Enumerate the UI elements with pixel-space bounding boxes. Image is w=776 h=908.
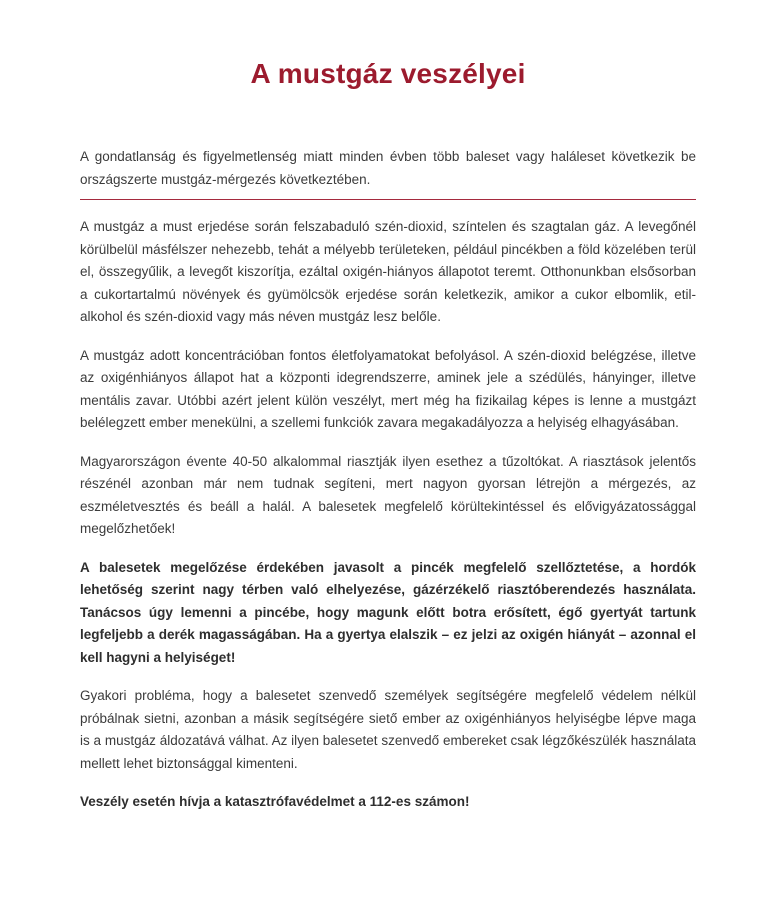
- emergency-call-line: Veszély esetén hívja a katasztrófavédelmet a 112-es számon!: [80, 794, 470, 809]
- body-paragraph-5: Gyakori probléma, hogy a balesetet szenvedő személyek segítségére megfelelő védelem nélkül próbálnak sietni, azonban a másik segítségére siető ember az oxigénhiányos helyiségbe lépve maga is a mustgáz áldozatává válhat. Az ilyen balesetet szenvedő embereket csak légzőkészülék használata mellett lehet biztonsággal kimenteni.: [80, 688, 696, 771]
- body-paragraph-4-prevention-advice: A balesetek megelőzése érdekében javasolt a pincék megfelelő szellőztetése, a hordók lehetőség szerint nagy térben való elhelyezése, gázérzékelő riasztóberendezés használata. Tanácsos úgy lemenni a pincébe, hogy magunk előtt botra erősített, égő gyertyát tartunk legfeljebb a derék magasságában. Ha a gyertya elalszik – ez jelzi az oxigén hiányát – azonnal el kell hagyni a helyiséget!: [80, 559, 696, 665]
- divider-rule: [80, 199, 696, 200]
- lead-paragraph: A gondatlanság és figyelmetlenség miatt minden évben több baleset vagy haláleset következik be országszerte mustgáz-mérgezés következtében.: [80, 149, 696, 187]
- body-paragraph-3: Magyarországon évente 40-50 alkalommal riasztják ilyen esethez a tűzoltókat. A riasztások jelentős részénél azonban már nem tudnak segíteni, mert nagyon gyorsan létrejön a mérgezés, az eszméletvesztés és beáll a halál. A balesetek megfelelő körültekintéssel és elővigyázatossággal megelőzhetőek!: [80, 453, 696, 536]
- body-paragraph-2: A mustgáz adott koncentrációban fontos életfolyamatokat befolyásol. A szén-dioxid belégzése, illetve az oxigénhiányos állapot hat a központi idegrendszerre, aminek jele a szédülés, hányinger, illetve mentális zavar. Utóbbi azért jelent külön veszélyt, mert még ha fizikailag képes is lenne a mustgázt belélegzett ember menekülni, a szellemi funkciók zavara megakadályozza a helyiség elhagyásában.: [80, 347, 696, 430]
- page-title: A mustgáz veszélyei: [250, 58, 526, 89]
- body-paragraph-1: A mustgáz a must erjedése során felszabaduló szén-dioxid, színtelen és szagtalan gáz. A levegőnél körülbelül másfélszer nehezebb, tehát a mélyebb területeken, például pincékben a föld közelében terül el, összegyűlik, a levegőt kiszorítja, ezáltal oxigén-hiányos állapotot teremt. Otthonunkban elsősorban a cukortartalmú növények és gyümölcsök erjedése során keletkezik, amikor a cukor elbomlik, etil-alkohol és szén-dioxid vagy más néven mustgáz lesz belőle.: [80, 219, 696, 324]
